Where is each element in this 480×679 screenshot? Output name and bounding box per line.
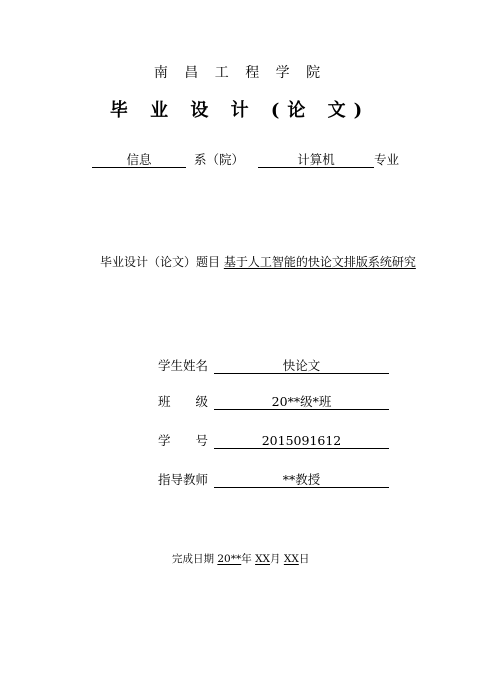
date-month: XX <box>255 553 271 565</box>
date-day: XX <box>283 553 299 565</box>
major-value: 计算机 <box>258 152 374 168</box>
student-id-value: 2015091612 <box>214 433 389 449</box>
advisor-row <box>158 470 389 488</box>
student-id-label: 学 号 <box>158 433 209 448</box>
class-row <box>158 392 389 410</box>
student-id-row <box>158 431 389 449</box>
date-day-unit: 日 <box>298 553 310 565</box>
topic-value: 基于人工智能的快论文排版系统研究 <box>223 255 416 269</box>
date-label: 完成日期 <box>172 553 214 565</box>
major-suffix: 专业 <box>374 152 400 167</box>
date-month-unit: 月 <box>270 553 281 565</box>
advisor-value: **教授 <box>214 472 389 488</box>
student-name-label: 学生姓名 <box>158 358 209 373</box>
department-line <box>92 150 399 168</box>
student-name-value: 快论文 <box>214 358 389 374</box>
school-name: 南 昌 工 程 学 院 <box>153 65 327 81</box>
department-value: 信息 <box>92 152 186 168</box>
student-name-row <box>158 356 389 374</box>
date-year-unit: 年 <box>241 553 252 565</box>
advisor-label: 指导教师 <box>158 472 209 487</box>
thesis-title: 毕 业 设 计 (论 文) <box>109 100 371 121</box>
topic-line <box>100 253 416 270</box>
date-year: 20** <box>217 553 242 565</box>
topic-label: 毕业设计（论文）题目 <box>100 255 221 269</box>
completion-date <box>172 551 309 566</box>
department-suffix: 系（院） <box>194 152 245 167</box>
class-label: 班 级 <box>158 394 209 409</box>
class-value: 20**级*班 <box>214 394 389 410</box>
